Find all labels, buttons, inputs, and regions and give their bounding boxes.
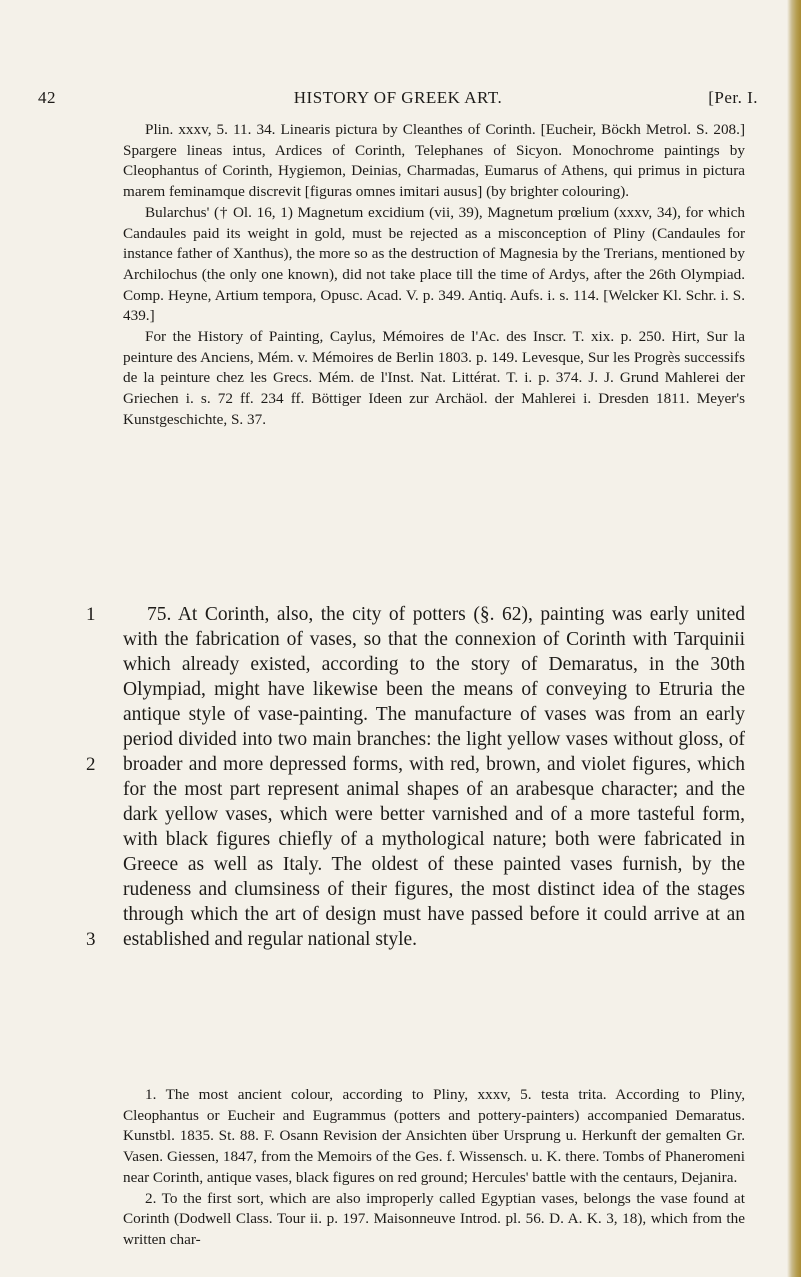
margin-number: 3: [86, 929, 96, 950]
notes-block: [123, 120, 745, 431]
footnotes: [123, 1085, 745, 1251]
running-title: HISTORY OF GREEK ART.: [293, 88, 503, 107]
margin-number: 1: [86, 604, 96, 625]
page-edge: [787, 0, 801, 1277]
note-paragraph: Bularchus' († Ol. 16, 1) Magnetum excidium (vii, 39), Magnetum prœlium (xxxv, 34), for which Candaules paid its weight in gold, must be rejected as a misconception of Pliny (Candaules for instance father of Xanthus), the more so as the destruction of Magnesia by the Trerians, mentioned by Archilochus (the only one known), did not take place till the time of Ardys, after the 26th Olympiad. Comp. Heyne, Artium tempora, Opusc. Acad. V. p. 349. Antiq. Aufs. i. s. 114. [Welcker Kl. Schr. i. S. 439.]: [123, 203, 745, 325]
note-paragraph: For the History of Painting, Caylus, Mémoires de l'Ac. des Inscr. T. xix. p. 250. Hirt, Sur la peinture des Anciens, Mém. v. Mémoires de Berlin 1803. p. 149. Levesque, Sur les Progrès successifs de la peinture chez les Grecs. Mém. de l'Inst. Nat. Littérat. T. i. p. 374. J. J. Grund Mahlerei der Griechen i. s. 72 ff. 234 ff. Böttiger Ideen zur Archäol. der Mahlerei i. Dresden 1811. Meyer's Kunstgeschichte, S. 37.: [123, 328, 745, 428]
footnote: 1. The most ancient colour, according to Pliny, xxxv, 5. testa trita. According to Pliny, Cleophantus or Eucheir and Eugrammus (potters and pottery-painters) accompanied Demaratus. Kunstbl. 1835. St. 88. F. Osann Revision der Ansichten über Ursprung u. Herkunft der gemalten Gr. Vasen. Giessen, 1847, from the Memoirs of the Ges. f. Wissensch. u. K. there. Tombs of Phaneromeni near Corinth, antique vases, black figures on red ground; Hercules' battle with the centaurs, Dejanira.: [123, 1086, 745, 1186]
main-text: [123, 602, 745, 952]
page-number: 42: [38, 88, 56, 107]
margin-number: 2: [86, 754, 96, 775]
footnote: 2. To the first sort, which are also improperly called Egyptian vases, belongs the vase found at Corinth (Dodwell Class. Tour ii. p. 197. Maisonneuve Introd. pl. 56. D. A. K. 3, 18), which from the written char-: [123, 1189, 745, 1248]
section-marker: [Per. I.: [708, 88, 758, 107]
running-header: [38, 88, 758, 114]
main-paragraph: 75. At Corinth, also, the city of potters (§. 62), painting was early united with the fabrication of vases, so that the connexion of Corinth with Tarquinii which already existed, according to the story of Demaratus, in the 30th Olympiad, might have likewise been the means of conveying to Etruria the antique style of vase-painting. The manufacture of vases was from an early period divided into two main branches: the light yellow vases without gloss, of broader and more depressed forms, with red, brown, and violet figures, which for the most part represent animal shapes of an arabesque character; and the dark yellow vases, which were better varnished and of a more tasteful form, with black figures chiefly of a mythological nature; both were fabricated in Greece as well as Italy. The oldest of these painted vases furnish, by the rudeness and clumsiness of their figures, the most distinct idea of the stages through which the art of design must have passed before it could arrive at an established and regular national style.: [123, 604, 745, 950]
note-paragraph: Plin. xxxv, 5. 11. 34. Linearis pictura by Cleanthes of Corinth. [Eucheir, Böckh Metrol. S. 208.] Spargere lineas intus, Ardices of Corinth, Telephanes of Sicyon. Monochrome paintings by Cleophantus of Corinth, Hygiemon, Deinias, Charmadas, Eumarus of Athens, qui primus in pictura marem feminamque discrevit [figuras omnes imitari ausus] (by brighter colouring).: [123, 121, 745, 201]
